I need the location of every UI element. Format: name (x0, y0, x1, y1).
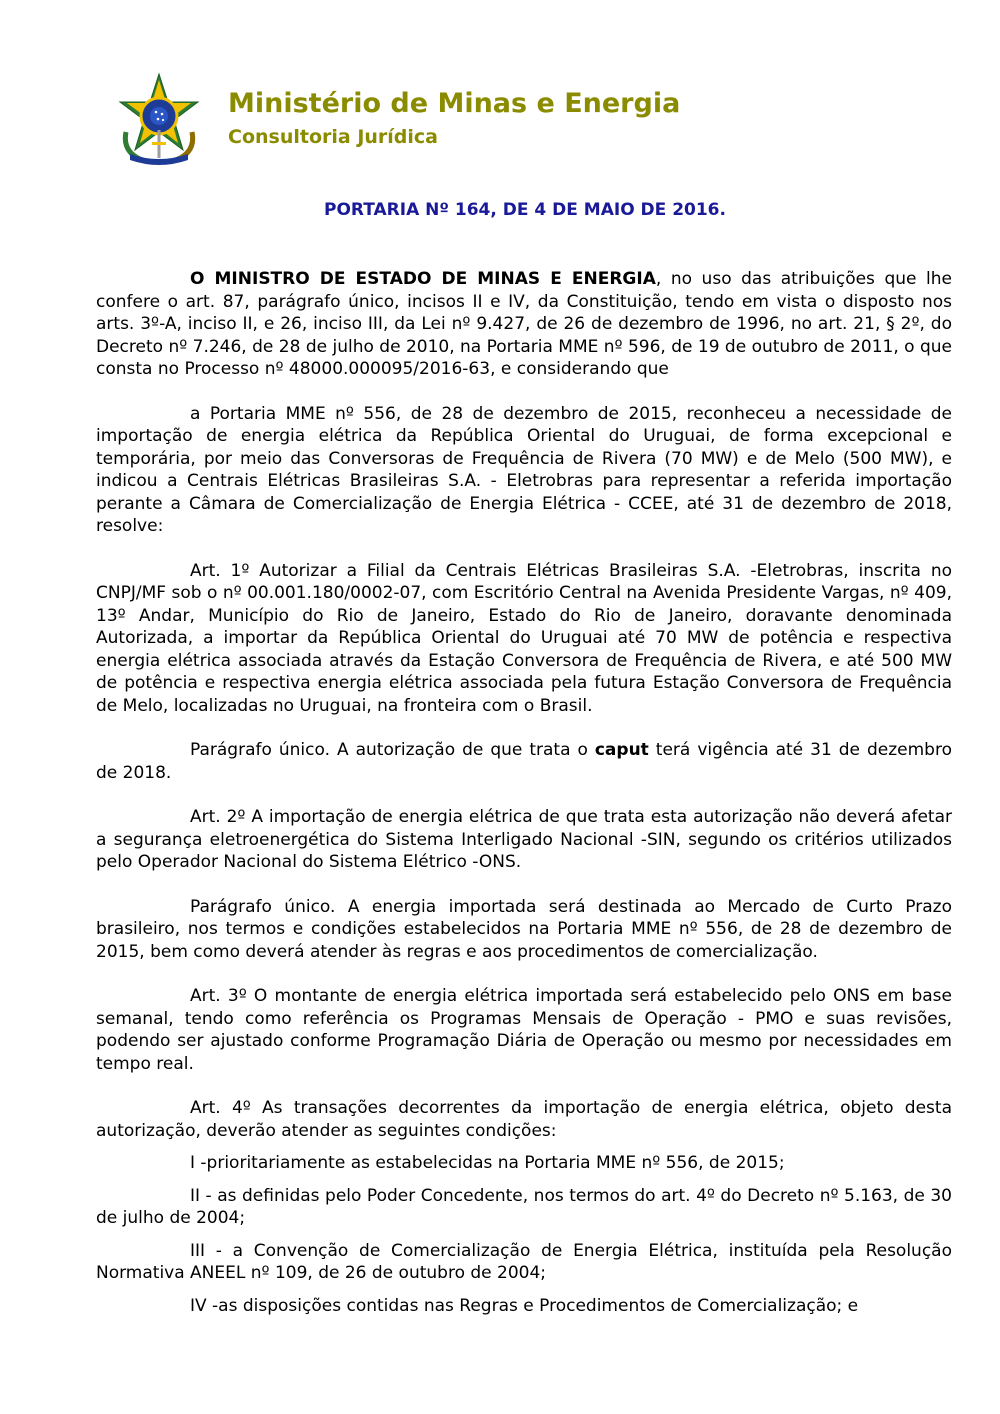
document-body (96, 268, 952, 1317)
article-4: Art. 4º As transações decorrentes da importação de energia elétrica, objeto desta autorização, deverão atender as seguintes condições: (96, 1098, 952, 1141)
considerando-paragraph: a Portaria MME nº 556, de 28 de dezembro de 2015, reconheceu a necessidade de importação de energia elétrica da República Oriental do Uruguai, de forma excepcional e temporária, por meio das Conversoras de Frequência de Rivera (70 MW) e de Melo (500 MW), e indicou a Centrais Elétricas Brasileiras S.A. - Eletrobras para representar a referida importação perante a Câmara de Comercialização de Energia Elétrica - CCEE, até 31 de dezembro de 2018, resolve: (96, 403, 952, 536)
article-3: Art. 3º O montante de energia elétrica importada será estabelecido pelo ONS em base semanal, tendo como referência os Programas Mensais de Operação - PMO e suas revisões, podendo ser ajustado conforme Programação Diária de Operação ou mesmo por necessidades em tempo real. (96, 986, 952, 1074)
preamble-text: , no uso das atribuições que lhe confere o art. 87, parágrafo único, incisos II e IV, da Constituição, tendo em vista o disposto nos arts. 3º-A, inciso II, e 26, inciso III, da Lei nº 9.427, de 26 de dezembro de 1996, no art. 21, § 2º, do Decreto nº 7.246, de 28 de julho de 2010, na Portaria MME nº 596, de 19 de outubro de 2011, o que consta no Processo nº 48000.000095/2016-63, e considerando que (96, 269, 952, 379)
inciso-ii: II - as definidas pelo Poder Concedente, nos termos do art. 4º do Decreto nº 5.163, de 30 de julho de 2004; (96, 1185, 952, 1228)
letterhead (112, 72, 712, 172)
article-2: Art. 2º A importação de energia elétrica de que trata esta autorização não deverá afetar a segurança eletroenergética do Sistema Interligado Nacional -SIN, segundo os critérios utilizados pelo Operador Nacional do Sistema Elétrico -ONS. (96, 807, 952, 872)
article-1-paragraph-after: terá vigência até 31 de dezembro de 2018. (96, 740, 952, 783)
preamble-lead: O MINISTRO DE ESTADO DE MINAS E ENERGIA (190, 269, 656, 289)
article-1: Art. 1º Autorizar a Filial da Centrais Elétricas Brasileiras S.A. -Eletrobras, inscrita no CNPJ/MF sob o nº 00.001.180/0002-07, com Escritório Central na Avenida Presidente Vargas, nº 409, 13º Andar, Município do Rio de Janeiro, Estado do Rio de Janeiro, doravante denominada Autorizada, a importar da República Oriental do Uruguai até 70 MW de potência e respectiva energia elétrica associada através da Estação Conversora de Frequência de Rivera, e até 500 MW de potência e respectiva energia elétrica associada pela futura Estação Conversora de Frequência de Melo, localizadas no Uruguai, na fronteira com o Brasil. (96, 560, 952, 716)
document-title: PORTARIA Nº 164, DE 4 DE MAIO DE 2016. (324, 200, 726, 220)
caput-term: caput (594, 740, 649, 760)
inciso-iii: III - a Convenção de Comercialização de Energia Elétrica, instituída pela Resolução Normativa ANEEL nº 109, de 26 de outubro de 2004; (96, 1240, 952, 1283)
inciso-i: I -prioritariamente as estabelecidas na Portaria MME nº 556, de 2015; (190, 1153, 785, 1173)
department-name: Consultoria Jurídica (228, 126, 439, 148)
preamble (96, 268, 952, 381)
article-2-paragraph: Parágrafo único. A energia importada será destinada ao Mercado de Curto Prazo brasileiro, nos termos e condições estabelecidos na Portaria MME nº 556, de 28 de dezembro de 2015, bem como deverá atender às regras e aos procedimentos de comercialização. (96, 896, 952, 962)
brazil-coat-of-arms-icon (112, 72, 206, 166)
inciso-iv: IV -as disposições contidas nas Regras e Procedimentos de Comercialização; e (190, 1295, 859, 1316)
ministry-name: Ministério de Minas e Energia (228, 88, 681, 119)
article-1-paragraph (96, 739, 952, 784)
article-1-paragraph-before: Parágrafo único. A autorização de que trata o (190, 740, 595, 760)
